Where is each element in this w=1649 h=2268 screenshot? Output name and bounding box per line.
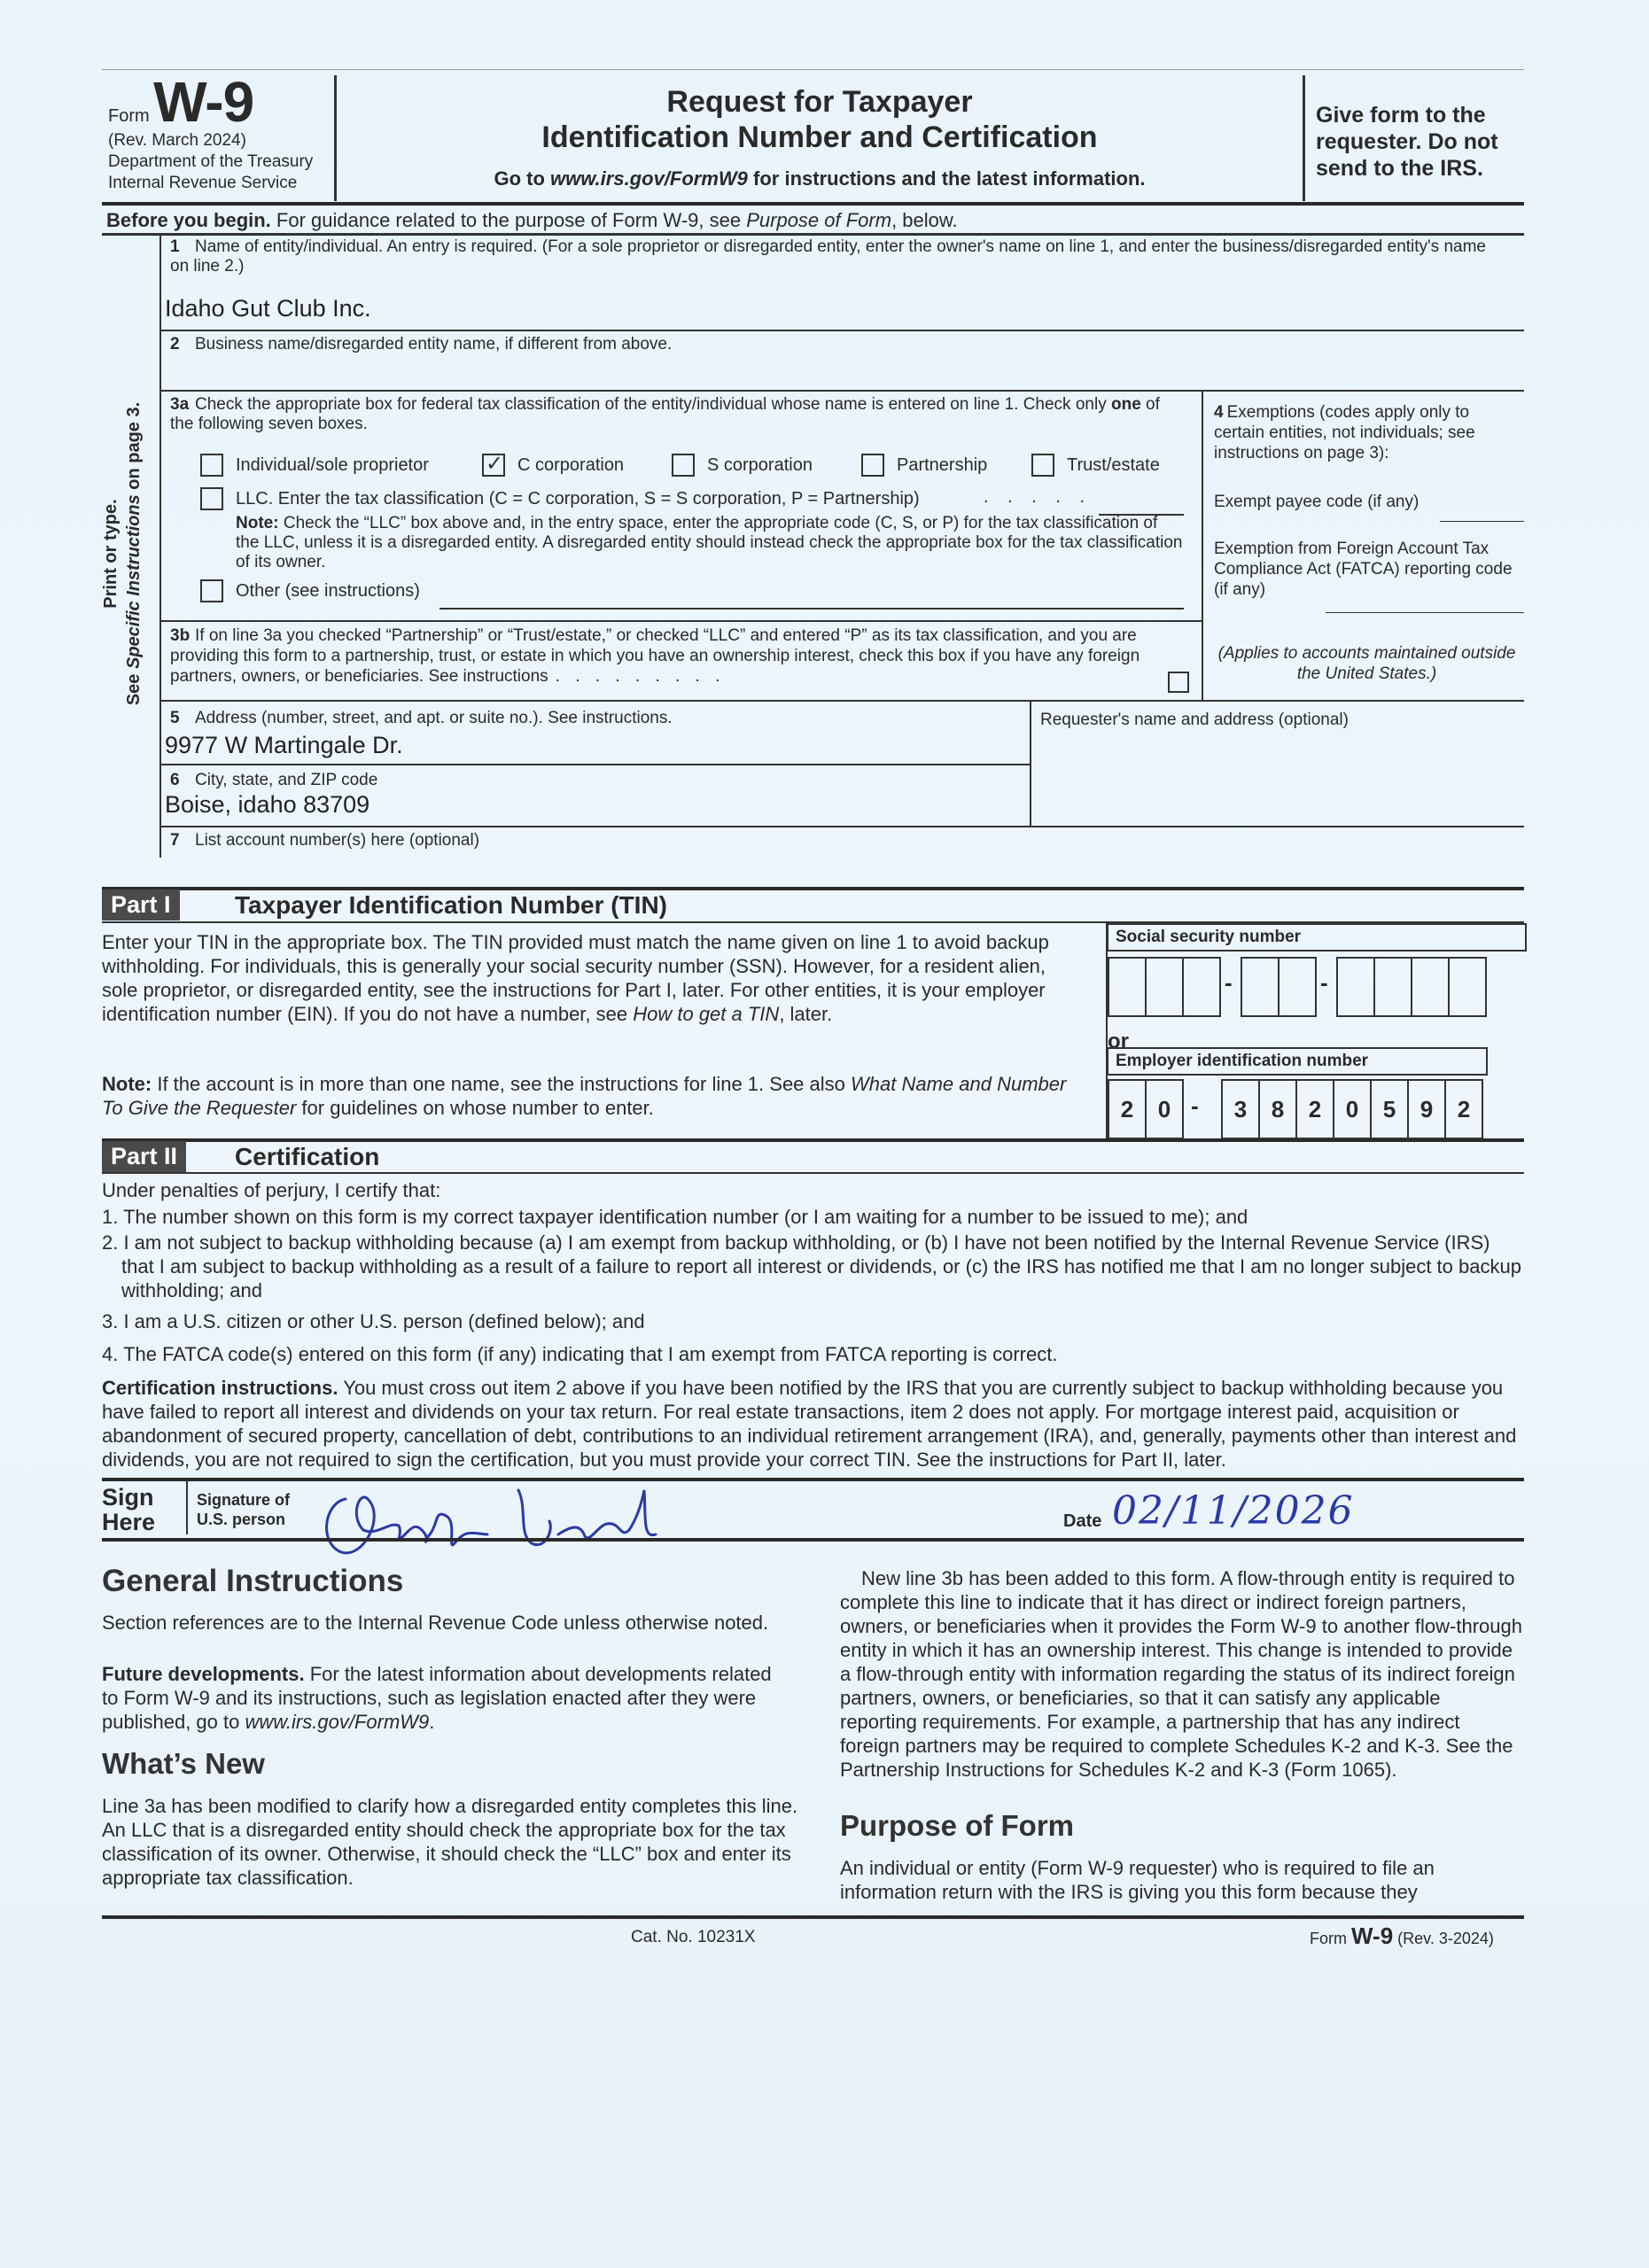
before-you-begin-label: Before you begin. [106,209,271,231]
ssn-dash: - [1320,969,1328,996]
ein-digit-box[interactable]: 8 [1258,1079,1297,1139]
ssn-digit-box[interactable] [1182,957,1221,1017]
whats-new-text: Line 3a has been modified to clarify how a disregarded entity completes this line. An LLC that is a disregarded entity should check the appropriate box for the tax classification of its owner. Otherwise, it should check the “LLC” box and enter its appropriate tax classification. [102,1795,798,1889]
ein-digit-box[interactable]: 3 [1221,1079,1260,1139]
line5-label: 5 Address (number, street, and apt. or suite no.). See instructions. [170,709,673,727]
purpose-link: Purpose of Form [746,209,892,231]
label-other: Other (see instructions) [236,581,420,601]
fatca-note: (Applies to accounts maintained outside the United States.) [1217,644,1516,683]
certification-item-3: 3. I am a U.S. citizen or other U.S. person (defined below); and [102,1310,645,1332]
goto-prefix: Go to [494,167,551,190]
before-you-begin-text: For guidance related to the purpose of Form W-9, see [270,209,747,231]
section-rule [102,233,1524,236]
exempt-payee-label: Exempt payee code (if any) [1214,493,1420,511]
label-s-corporation: S corporation [707,455,813,475]
or-label: or [1108,1029,1129,1053]
part1-tag: Part I [102,889,180,920]
general-instructions-heading: General Instructions [102,1564,404,1598]
certification-item-4: 4. The FATCA code(s) entered on this form (if any) indicating that I am exempt from FATCA reporting is correct. [102,1343,1058,1365]
ssn-digit-box[interactable] [1411,957,1450,1017]
address-input[interactable]: 9977 W Martingale Dr. [165,732,403,758]
other-input[interactable] [439,608,1184,610]
line6-top-rule [159,764,1030,765]
ein-digit-box[interactable]: 2 [1444,1079,1483,1139]
checkbox-s-corporation[interactable] [672,454,695,477]
fatca-label: Exemption from Foreign Account Tax Compliance Act (FATCA) reporting code (if any) [1214,540,1513,599]
line3b-top-rule [159,620,1202,622]
requester-input[interactable] [1033,734,1521,822]
sign-here-label: Sign Here [102,1484,156,1535]
purpose-of-form-text: An individual or entity (Form W-9 requester) who is required to file an information return with the IRS is giving you this form because they [840,1857,1435,1903]
date-input[interactable]: 02/11/2026 [1112,1488,1355,1534]
label-partnership: Partnership [897,455,988,475]
before-you-begin [106,209,958,232]
checkbox-llc[interactable] [200,487,223,510]
sign-divider [186,1481,188,1534]
ein-digit-box[interactable]: 2 [1295,1079,1334,1139]
requester-divider [1030,700,1031,826]
checkbox-line3b[interactable] [1168,672,1189,693]
llc-leader-dots: . . . . . [984,487,1093,507]
part1-instructions: Enter your TIN in the appropriate box. The TIN provided must match the name given on line 1 to avoid backup withholding. For individuals, this is generally your social security number (SSN). However, for a resident alien, sole proprietor, or disregarded entity, see the instructions for Part I, later. For other entities, it is your employer identification number (EIN). If you do not have a number, see How to get a TIN, later. [102,931,1049,1025]
form-number: W-9 [153,70,254,134]
side-label [99,372,145,735]
ssn-label: Social security number [1107,923,1527,951]
line6-label: 6 City, state, and ZIP code [170,771,378,789]
checkbox-trust-estate[interactable] [1031,454,1054,477]
line4-divider [1202,390,1203,700]
certification-item-2: 2. I am not subject to backup withholding because (a) I am exempt from backup withholding, or (b) I have not been notified by the Internal Revenue Service (IRS) that I am subject to backup withholding as a result of a failure to report all interest or dividends, or (c) the IRS has notified me that I am no longer subject to backup withholding; and [102,1231,1521,1301]
line1-rule [159,330,1524,331]
whats-new-heading: What’s New [102,1747,265,1780]
header-divider-right [1303,75,1305,201]
part1-note: Note: If the account is in more than one name, see the instructions for line 1. See also What Name and Number To Give the Requester for guidelines on whose number to enter. [102,1073,1067,1119]
irs-link-future[interactable]: www.irs.gov/FormW9 [245,1711,430,1733]
label-trust-estate: Trust/estate [1067,455,1160,475]
cat-number: Cat. No. 10231X [631,1928,756,1946]
agency: Internal Revenue Service [108,174,298,192]
form-word: Form [108,106,150,126]
label-c-corporation: C corporation [517,455,625,475]
form-revision: (Rev. March 2024) [108,131,246,150]
goto-suffix: for instructions and the latest information. [747,167,1146,190]
goto-instructions [337,167,1303,190]
requester-label: Requester's name and address (optional) [1040,711,1349,729]
line4-label: 4 Exemptions (codes apply only to certain entities, not individuals; see instructions on page 3): [1214,403,1475,462]
ssn-digit-box[interactable] [1241,957,1280,1017]
ein-digit-box[interactable]: 0 [1333,1079,1372,1139]
purpose-of-form-heading: Purpose of Form [840,1809,1075,1842]
ein-digit-box[interactable]: 5 [1370,1079,1409,1139]
line2-business-name-input[interactable] [165,356,1512,384]
footer-form-id: Form W-9 (Rev. 3-2024) [1310,1922,1494,1949]
line3a-note: Note: Check the “LLC” box above and, in the entry space, enter the appropriate code (C, S, or P) for the tax classification of the LLC, unless it is a disregarded entity. A disregarded entity should instead check the appropriate box for the tax classification of its owner. [236,514,1183,571]
form-id-block [108,70,330,194]
line3b-new-text: New line 3b has been added to this form. A flow-through entity is required to complete this line to indicate that it has direct or indirect foreign partners, owners, or beneficiaries when it provides the Form W-9 to another flow-through entity in which it has an ownership interest. This change is intended to provide a flow-through entity with information regarding the status of its indirect foreign partners, owners, or beneficiaries, so that it can satisfy any applicable reporting requirements. For example, a partnership that has any indirect foreign partners may be required to complete Schedules K-2 and K-3. See the Partnership Instructions for Schedules K-2 and K-3 (Form 1065). [840,1567,1522,1781]
ssn-digit-box[interactable] [1108,957,1147,1017]
top-rule [102,69,1524,70]
check-mark-icon: ✓ [486,452,504,476]
line1-name-input[interactable]: Idaho Gut Club Inc. [165,295,371,322]
part2-title-rule [102,1172,1524,1174]
exempt-payee-input[interactable] [1440,521,1524,522]
ein-digit-box[interactable]: 2 [1108,1079,1147,1139]
fatca-code-input[interactable] [1326,612,1524,613]
side-label-instructions: See Specific Instructions on page 3. [124,401,144,706]
line2-label: 2 Business name/disregarded entity name, if different from above. [170,335,673,353]
future-developments: Future developments. For the latest information about developments related to Form W-9 and its instructions, such as legislation enacted after they were published, go to www.irs.gov/FormW9. [102,1663,772,1733]
title-line2: Identification Number and Certification [541,120,1098,154]
line7-label: 7 List account number(s) here (optional) [170,831,480,850]
title-line1: Request for Taxpayer [666,85,973,119]
department: Department of the Treasury [108,152,314,171]
header-bottom-rule [102,202,1524,206]
certification-instructions: Certification instructions. You must cross out item 2 above if you have been notified by the IRS that you are currently subject to backup withholding because you have failed to report all interest and dividends on your tax return. For real estate transactions, item 2 does not apply. For mortgage interest paid, acquisition or abandonment of secured property, cancellation of debt, contributions to an individual retirement arrangement (IRA), and, generally, payments other than interest and dividends, you are not required to sign the certification, but you must provide your correct TIN. See the instructions for Part II, later. [102,1377,1517,1471]
line3a-label: 3a Check the appropriate box for federal tax classification of the entity/individual whose name is entered on line 1. Check only one of the following seven boxes. [170,395,1160,433]
part2-tag: Part II [102,1141,186,1172]
ein-label: Employer identification number [1107,1047,1488,1076]
ein-digit-box[interactable]: 9 [1407,1079,1446,1139]
side-label-print: Print or type. [101,499,121,609]
city-state-zip-input[interactable]: Boise, idaho 83709 [165,791,370,818]
irs-link[interactable]: www.irs.gov/FormW9 [550,167,748,190]
before-you-begin-suffix: , below. [891,209,958,231]
checkbox-c-corporation[interactable] [482,454,505,477]
line2-rule [159,390,1524,392]
ssn-digit-box[interactable] [1373,957,1412,1017]
line5-top-rule [159,700,1524,702]
ssn-digit-box[interactable] [1448,957,1487,1017]
section-references: Section references are to the Internal Revenue Code unless otherwise noted. [102,1612,769,1634]
line3b-label: 3b If on line 3a you checked “Partnership” or “Trust/estate,” or checked “LLC” and entered “P” as its tax classification, and you are providing this form to a partnership, trust, or estate in which you have an ownership interest, check this box if you have any foreign partners, owners, or beneficiaries. See instructions . . . . . . . . . [170,626,1140,686]
ein-dash: - [1191,1092,1199,1119]
line7-top-rule [159,826,1524,827]
ein-digit-box[interactable]: 0 [1145,1079,1184,1139]
certification-item-1: 1. The number shown on this form is my correct taxpayer identification number (or I am waiting for a number to be issued to me); and [102,1206,1248,1228]
give-form-notice: Give form to the requester. Do not send to the IRS. [1316,103,1498,181]
form-title [337,84,1303,190]
checkbox-partnership[interactable] [861,454,884,477]
ssn-dash: - [1225,969,1233,996]
ssn-digit-box[interactable] [1278,957,1317,1017]
ssn-digit-box[interactable] [1145,957,1184,1017]
certification-intro: Under penalties of perjury, I certify that: [102,1179,441,1201]
signature-ink [327,1490,656,1553]
ssn-digit-box[interactable] [1336,957,1375,1017]
signature-label: Signature of U.S. person [197,1491,291,1528]
footer-rule [102,1915,1524,1919]
part2-title: Certification [235,1143,380,1170]
line1-label: 1 Name of entity/individual. An entry is required. (For a sole proprietor or disregarded entity, enter the owner's name on line 1, and enter the business/disregarded entity's name on line 2.) [170,237,1486,276]
account-numbers-input[interactable] [532,828,1515,855]
part1-title: Taxpayer Identification Number (TIN) [235,891,667,919]
label-individual: Individual/sole proprietor [236,455,429,475]
date-label: Date [1063,1511,1102,1531]
sign-bottom-rule [102,1538,1524,1542]
checkbox-other[interactable] [200,579,223,602]
part1-top-rule [102,887,1524,890]
checkbox-individual[interactable] [200,454,223,477]
label-llc: LLC. Enter the tax classification (C = C corporation, S = S corporation, P = Partnership) [236,489,920,509]
